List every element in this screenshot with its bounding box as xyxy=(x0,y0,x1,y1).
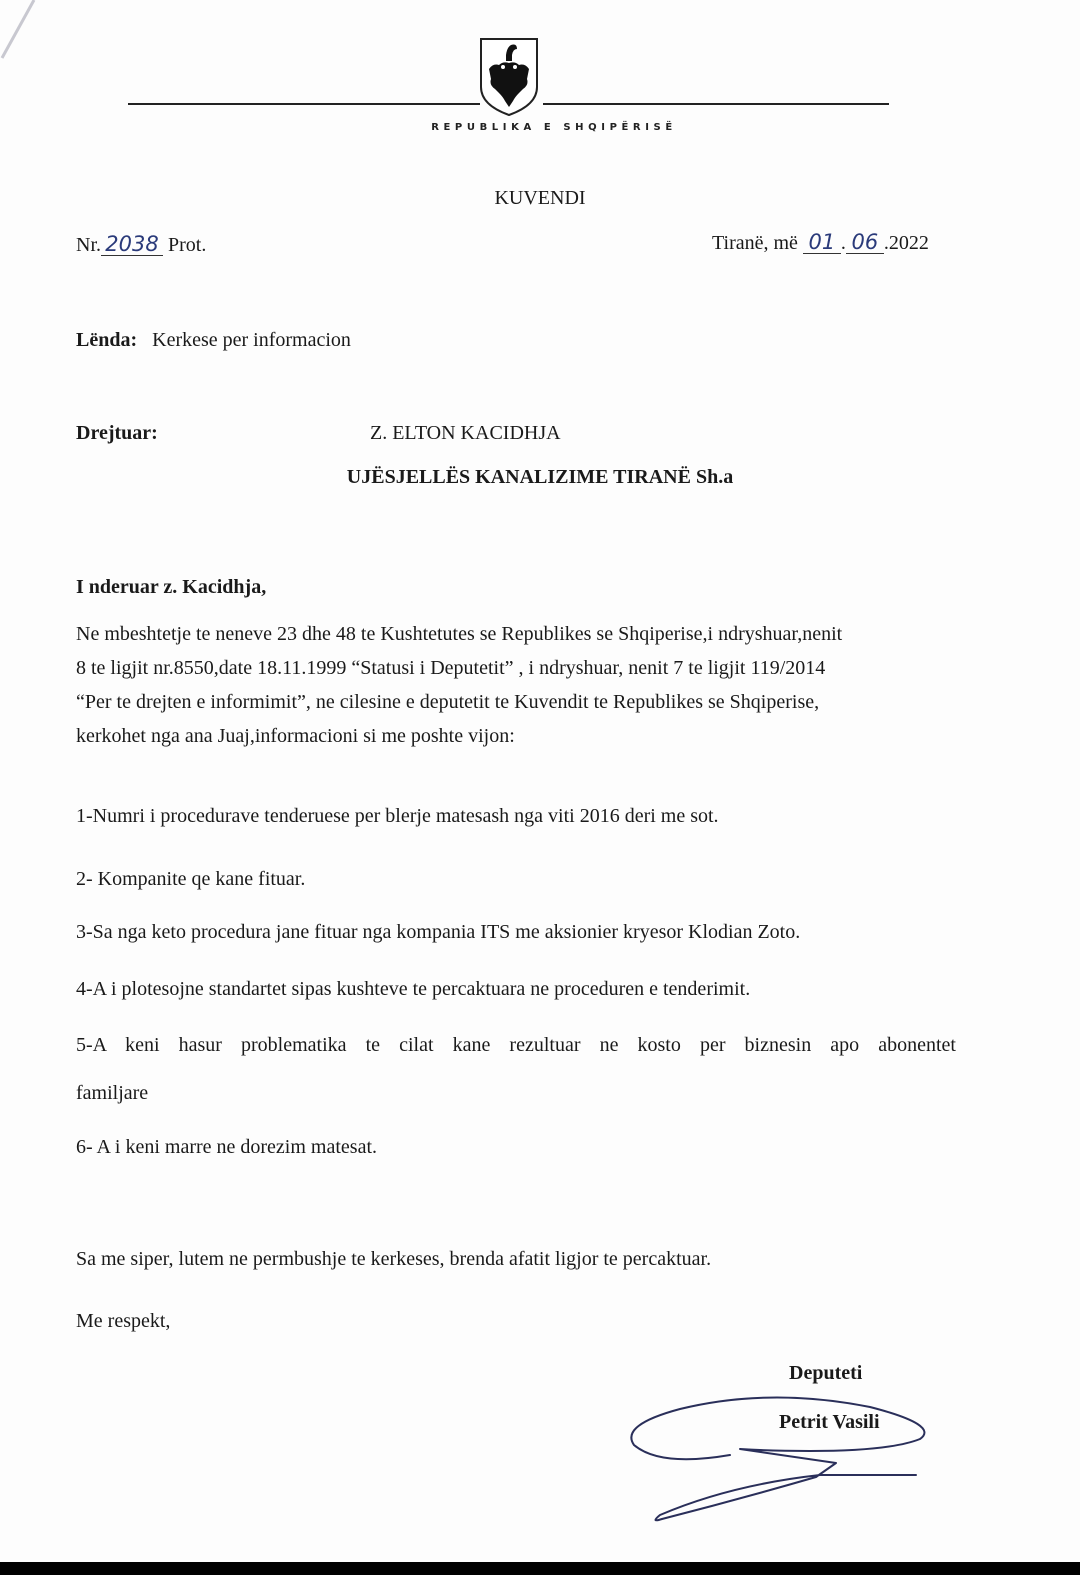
intro-line: “Per te drejten e informimit”, ne cilesine e deputetit te Kuvendit te Republikes se Shqiperise, xyxy=(76,691,820,713)
subject-value: Kerkese per informacion xyxy=(152,329,351,351)
regards-text: Me respekt, xyxy=(76,1310,171,1332)
country-name: REPUBLIKA E SHQIPËRISË xyxy=(431,122,677,133)
place-label: Tiranë, më xyxy=(712,232,798,254)
intro-line: 8 te ligjit nr.8550,date 18.11.1999 “Statusi i Deputetit” , i ndryshuar, nenit 7 te ligjit 119/2014 xyxy=(76,657,826,679)
institution-name: KUVENDI xyxy=(494,187,586,209)
signatory-title: Deputeti xyxy=(789,1362,863,1384)
protocol-number xyxy=(76,234,206,256)
question-item: 6- A i keni marre ne dorezim matesat. xyxy=(76,1136,378,1158)
prot-label: Prot. xyxy=(168,234,207,256)
eagle-emblem-icon xyxy=(477,35,541,117)
intro-paragraph xyxy=(76,617,956,753)
handwritten-signature xyxy=(620,1395,940,1535)
date-year: .2022 xyxy=(883,232,929,254)
date-month: 06 xyxy=(846,232,884,254)
date-day: 01 xyxy=(803,232,841,254)
intro-line: Ne mbeshtetje te neneve 23 dhe 48 te Kushtetutes se Republikes se Shqiperise,i ndryshuar,nenit xyxy=(76,623,843,645)
letterhead-rule-left xyxy=(128,103,480,105)
addressee-label: Drejtuar: xyxy=(76,422,158,444)
page-fold-mark xyxy=(0,0,40,70)
nr-label: Nr. xyxy=(76,234,101,256)
salutation: I nderuar z. Kacidhja, xyxy=(76,576,267,598)
addressee-name: Z. ELTON KACIDHJA xyxy=(370,422,561,444)
question-item: 1-Numri i procedurave tenderuese per blerje matesash nga viti 2016 deri me sot. xyxy=(76,805,719,827)
subject-label: Lënda: xyxy=(76,329,138,351)
nr-value: 2038 xyxy=(101,234,163,256)
place-date: Tiranë, më 01 . 06 .2022 xyxy=(712,230,929,254)
question-item: 4-A i plotesojne standartet sipas kushteve te percaktuara ne proceduren e tenderimit. xyxy=(76,978,751,1000)
intro-line: kerkohet nga ana Juaj,informacioni si me poshte vijon: xyxy=(76,725,515,747)
subject-line xyxy=(76,330,351,350)
question-item: 3-Sa nga keto procedura jane fituar nga kompania ITS me aksionier kryesor Klodian Zoto. xyxy=(76,921,801,943)
closing-text: Sa me siper, lutem ne permbushje te kerkeses, brenda afatit ligjor te percaktuar. xyxy=(76,1248,712,1270)
question-item: 5-A keni hasur problematika te cilat kane rezultuar ne kosto per biznesin apo abonentet xyxy=(76,1034,956,1056)
addressee-organization: UJËSJELLËS KANALIZIME TIRANË Sh.a xyxy=(346,466,734,488)
question-item-continuation: familjare xyxy=(76,1082,149,1104)
signatory-name: Petrit Vasili xyxy=(779,1411,880,1433)
scan-border xyxy=(0,1562,1080,1575)
letterhead-rule-right xyxy=(543,103,889,105)
question-item: 2- Kompanite qe kane fituar. xyxy=(76,868,306,890)
